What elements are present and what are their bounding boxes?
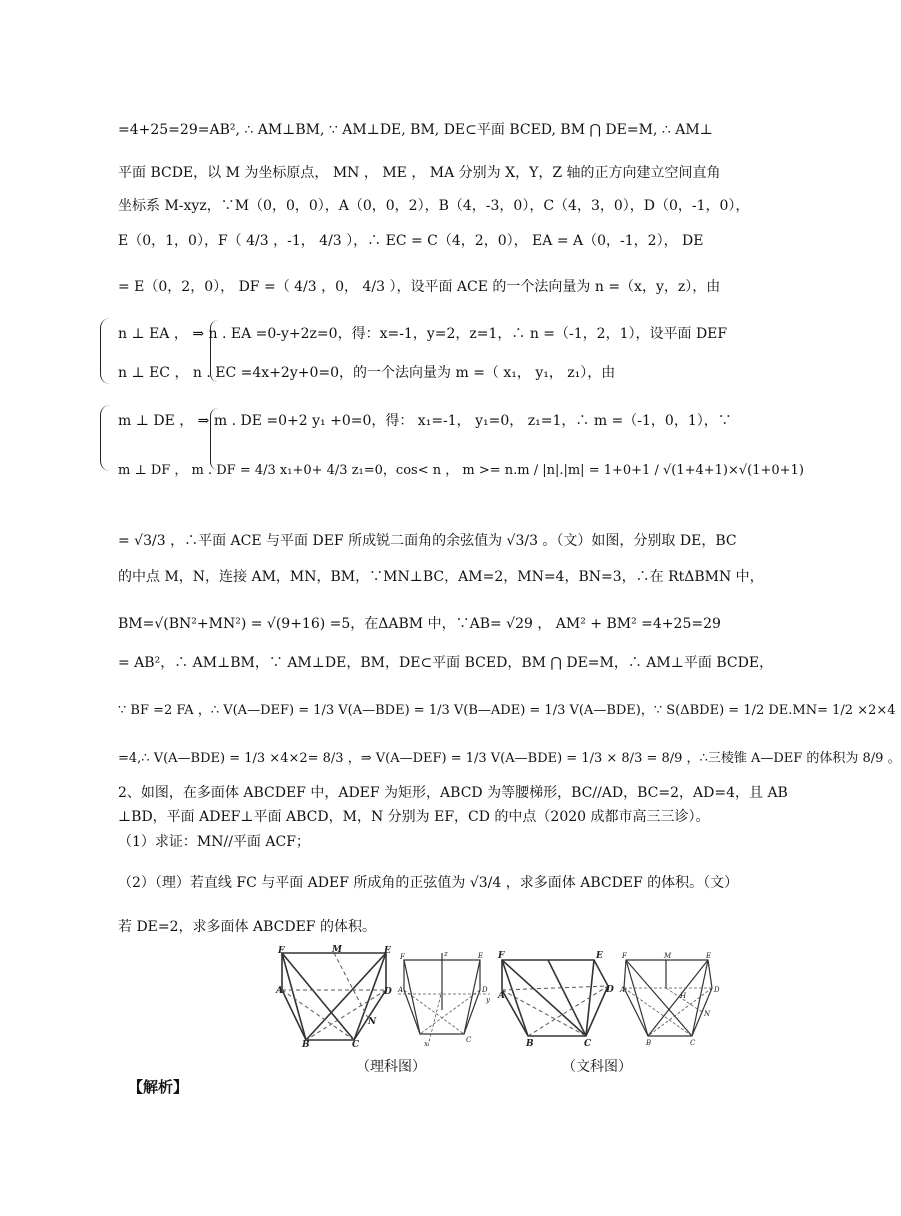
label-f-4: F	[622, 952, 627, 960]
label-a-2: A	[398, 986, 404, 994]
analysis-heading: 【解析】	[128, 1078, 189, 1096]
text-line-9: m ⊥ DF ， m . DF = 4/3 x₁+0+ 4/3 z₁=0，cos< n ， m >= n.m / |n|.|m| = 1+0+1 / √(1+4+1)×√(1+0+1)	[118, 463, 804, 478]
text-line-10: = √3/3 ，∴平面 ACE 与平面 DEF 所成锐二面角的余弦值为 √3/3 。（文）如图，分别取 DE，BC	[118, 533, 737, 549]
label-h-4: H	[680, 992, 687, 1000]
label-c-3: C	[584, 1039, 592, 1049]
label-e-2: E	[478, 952, 484, 960]
label-m-4: M	[664, 952, 672, 960]
text-line-6: n ⊥ EA ， ⇒ n . EA =0-y+2z=0，得：x=-1，y=2，z=1，∴ n =（-1，2，1），设平面 DEF	[118, 326, 728, 342]
label-n: N	[368, 1017, 377, 1027]
label-a-4: A	[620, 986, 626, 994]
text-line-19: （2）（理）若直线 FC 与平面 ADEF 所成角的正弦值为 √3/4 ，求多面体 ABCDEF 的体积。（文）	[118, 875, 739, 891]
text-line-14: ∵ BF =2 FA ，∴ V(A—DEF) = 1/3 V(A—BDE) = 1/3 V(B—ADE) = 1/3 V(A—BDE)，∵ S(ΔBDE) = 1/2 DE.MN= 1/2 ×2×4	[118, 703, 896, 718]
label-f-2: F	[400, 953, 405, 961]
text-line-5: = E（0，2，0）， DF =（ 4/3 ，0， 4/3 ），设平面 ACE 的一个法向量为 n =（x，y，z），由	[118, 279, 721, 295]
text-line-20: 若 DE=2，求多面体 ABCDEF 的体积。	[118, 919, 376, 935]
figure-li-2	[398, 948, 493, 1048]
label-e: E	[384, 946, 391, 956]
label-f: F	[278, 946, 285, 956]
label-c-2: C	[466, 1036, 472, 1044]
label-e-3: E	[596, 951, 603, 961]
text-line-8: m ⊥ DE ， ⇒ m . DE =0+2 y₁ +0=0，得： x₁=-1， y₁=0， z₁=1，∴ m =（-1，0，1），∵	[118, 413, 732, 429]
label-c-4: C	[690, 1039, 696, 1047]
label-b-3: B	[526, 1039, 534, 1049]
label-a-3: A	[498, 991, 505, 1001]
caption-li: （理科图）	[356, 1059, 426, 1075]
label-d-2: D	[482, 986, 488, 994]
label-y: y	[486, 996, 490, 1004]
text-line-17: ⊥BD，平面 ADEF⊥平面 ABCD，M，N 分别为 EF，CD 的中点（2020 成都市高三三诊）。	[118, 809, 710, 825]
label-x: x	[424, 1040, 428, 1048]
figure-li-1	[276, 945, 392, 1050]
label-b-4: B	[646, 1039, 652, 1047]
figure-wen-2	[620, 948, 724, 1048]
text-line-16: 2、如图，在多面体 ABCDEF 中，ADEF 为矩形，ABCD 为等腰梯形，BC//AD，BC=2，AD=4，且 AB	[118, 785, 788, 801]
text-line-15: =4,∴ V(A—BDE) = 1/3 ×4×2= 8/3 ，⇒ V(A—DEF) = 1/3 V(A—BDE) = 1/3 × 8/3 = 8/9 ，∴三棱锥 A—DEF 的体积为 8/9 。	[118, 751, 901, 766]
label-z: z	[444, 950, 448, 958]
text-line-11: 的中点 M，N，连接 AM，MN，BM，∵MN⊥BC，AM=2，MN=4，BN=3，∴在 RtΔBMN 中，	[118, 569, 764, 585]
label-f-3: F	[498, 951, 505, 961]
label-a: A	[276, 986, 283, 996]
text-line-4: E（0，1，0），F（ 4/3 ，-1， 4/3 ），∴ EC = C（4，2，0）， EA = A（0，-1，2）， DE	[118, 233, 704, 249]
label-e-4: E	[706, 952, 712, 960]
figure-wen-1	[498, 948, 618, 1048]
label-d: D	[384, 987, 392, 997]
label-c: C	[352, 1040, 360, 1050]
text-line-18: （1）求证：MN//平面 ACF；	[118, 834, 310, 850]
text-line-12: BM=√(BN²+MN²) = √(9+16) =5，在ΔABM 中，∵AB= √29 ， AM² + BM² =4+25=29	[118, 616, 721, 632]
geometry-figures	[276, 945, 726, 1050]
text-line-1: =4+25=29=AB², ∴ AM⊥BM, ∵ AM⊥DE, BM, DE⊂平面 BCED, BM ⋂ DE=M, ∴ AM⊥	[118, 122, 713, 138]
caption-wen: （文科图）	[562, 1059, 632, 1075]
label-b: B	[302, 1040, 310, 1050]
text-line-7: n ⊥ EC ， n . EC =4x+2y+0=0，的一个法向量为 m =（ x₁， y₁， z₁），由	[118, 365, 616, 381]
label-d-4: D	[714, 986, 720, 994]
label-n-4: N	[704, 1010, 711, 1018]
system-brace-2	[100, 405, 111, 471]
label-m: M	[332, 945, 342, 955]
text-line-13: = AB²，∴ AM⊥BM，∵ AM⊥DE，BM，DE⊂平面 BCED，BM ⋂ DE=M，∴ AM⊥平面 BCDE，	[118, 655, 774, 671]
label-d-3: D	[606, 985, 614, 995]
system-brace-1	[100, 318, 111, 384]
text-line-2: 平面 BCDE，以 M 为坐标原点， MN ， ME ， MA 分别为 X，Y，Z 轴的正方向建立空间直角	[118, 165, 721, 181]
text-line-3: 坐标系 M-xyz，∵M（0，0，0），A（0，0，2），B（4，-3，0），C（4，3，0），D（0，-1，0），	[118, 198, 750, 214]
